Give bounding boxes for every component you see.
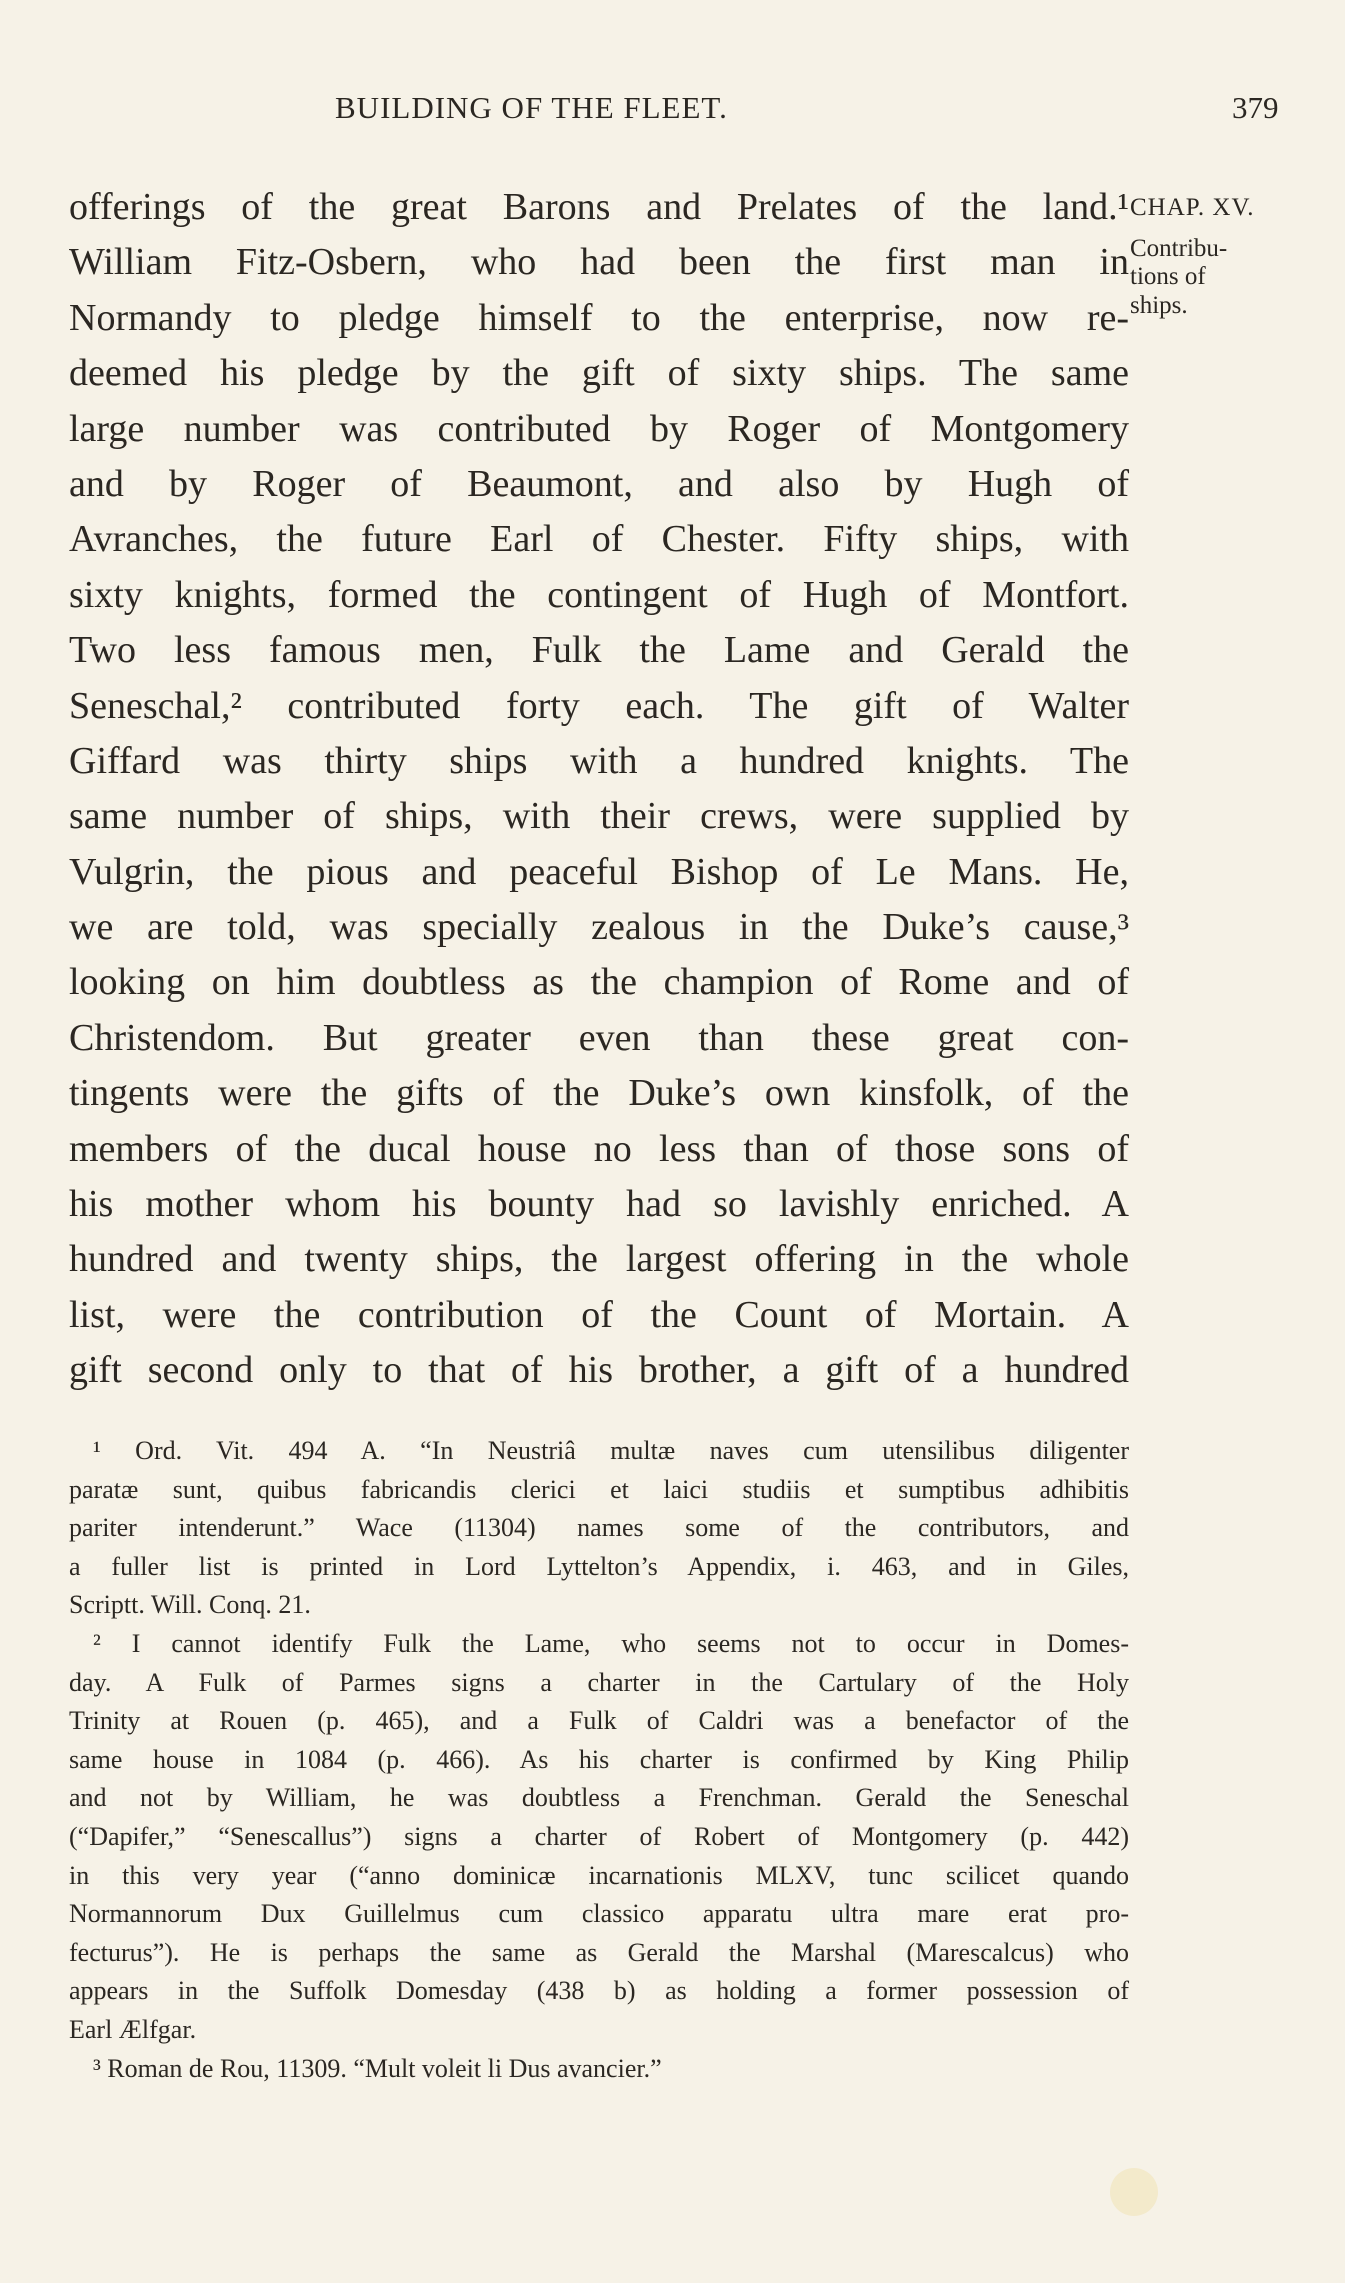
page-number: 379 — [1232, 90, 1279, 125]
text-line: list, were the contribution of the Count of Mortain. A — [69, 1293, 1129, 1336]
text-line: large number was contributed by Roger of Montgomery — [69, 407, 1129, 450]
text-line: hundred and twenty ships, the largest offering in the whole — [69, 1238, 1129, 1281]
text-line: Seneschal,² contributed forty each. The gift of Walter — [69, 684, 1129, 727]
footnote-line: in this very year (“anno dominicæ incarnationis MLXV, tunc scilicet quando — [69, 1860, 1129, 1890]
text-line: Christendom. But greater even than these great con- — [69, 1016, 1129, 1059]
margin-note-line: ships. — [1130, 292, 1188, 319]
text-line: sixty knights, formed the contingent of Hugh of Montfort. — [69, 573, 1129, 616]
footnote-line: (“Dapifer,” “Senescallus”) signs a charter of Robert of Montgomery (p. 442) — [69, 1821, 1129, 1851]
margin-note-line: Contribu- — [1130, 234, 1228, 262]
text-line: gift second only to that of his brother, a gift of a hundred — [69, 1349, 1129, 1392]
footnotes — [69, 1432, 1129, 2088]
text-line: tingents were the gifts of the Duke’s own kinsfolk, of the — [69, 1072, 1129, 1115]
text-line: we are told, was specially zealous in the Duke’s cause,³ — [69, 906, 1129, 949]
footnote-line: Earl Ælfgar. — [69, 2014, 197, 2044]
text-line: offerings of the great Barons and Prelates of the land.¹ — [69, 186, 1129, 228]
text-line: Normandy to pledge himself to the enterprise, now re- — [69, 296, 1129, 339]
text-line: Two less famous men, Fulk the Lame and Gerald the — [69, 629, 1129, 672]
footnote-line: Trinity at Rouen (p. 465), and a Fulk of Caldri was a benefactor of the — [69, 1706, 1129, 1736]
running-head: BUILDING OF THE FLEET. — [335, 90, 728, 125]
text-line: same number of ships, with their crews, were supplied by — [69, 795, 1129, 838]
footnote-line: same house in 1084 (p. 466). As his charter is confirmed by King Philip — [69, 1744, 1129, 1774]
text-line: Giffard was thirty ships with a hundred knights. The — [69, 739, 1129, 782]
footnote-line: pariter intenderunt.” Wace (11304) names some of the contributors, and — [69, 1513, 1129, 1543]
text-line: William Fitz-Osbern, who had been the first man in — [69, 241, 1129, 284]
chapter-label: CHAP. XV. — [1130, 194, 1255, 221]
text-line: deemed his pledge by the gift of sixty ships. The same — [69, 352, 1129, 395]
footnote-line: day. A Fulk of Parmes signs a charter in the Cartulary of the Holy — [69, 1667, 1129, 1697]
text-line: Avranches, the future Earl of Chester. Fifty ships, with — [69, 518, 1129, 561]
text-line: members of the ducal house no less than of those sons of — [69, 1127, 1129, 1170]
footnote-line: paratæ sunt, quibus fabricandis clerici et laici studiis et sumptibus adhibitis — [69, 1474, 1129, 1504]
footnote-line: a fuller list is printed in Lord Lyttelton’s Appendix, i. 463, and in Giles, — [69, 1551, 1129, 1581]
text-line: looking on him doubtless as the champion of Rome and of — [69, 961, 1129, 1004]
margin-note — [1130, 192, 1330, 321]
text-line: his mother whom his bounty had so lavishly enriched. A — [69, 1183, 1129, 1226]
footnote-line: ³ Roman de Rou, 11309. “Mult voleit li Dus avancier.” — [93, 2053, 662, 2083]
footnote-line: Scriptt. Will. Conq. 21. — [69, 1590, 311, 1620]
footnote-line: ¹ Ord. Vit. 494 A. “In Neustriâ multæ naves cum utensilibus diligenter — [93, 1436, 1129, 1465]
text-line: and by Roger of Beaumont, and also by Hugh of — [69, 462, 1129, 505]
footnote-line: Normannorum Dux Guillelmus cum classico apparatu ultra mare erat pro- — [69, 1899, 1129, 1929]
footnote-line: appears in the Suffolk Domesday (438 b) as holding a former possession of — [69, 1976, 1129, 2006]
footnote-line: and not by William, he was doubtless a Frenchman. Gerald the Seneschal — [69, 1783, 1129, 1813]
footnote-line: ² I cannot identify Fulk the Lame, who seems not to occur in Domes- — [93, 1628, 1129, 1658]
paper-stain — [1110, 2168, 1158, 2216]
margin-note-line: tions of — [1130, 263, 1206, 291]
footnote-line: fecturus”). He is perhaps the same as Gerald the Marshal (Marescalcus) who — [69, 1937, 1129, 1967]
text-line: Vulgrin, the pious and peaceful Bishop of Le Mans. He, — [69, 850, 1129, 893]
main-text — [69, 180, 1129, 1399]
